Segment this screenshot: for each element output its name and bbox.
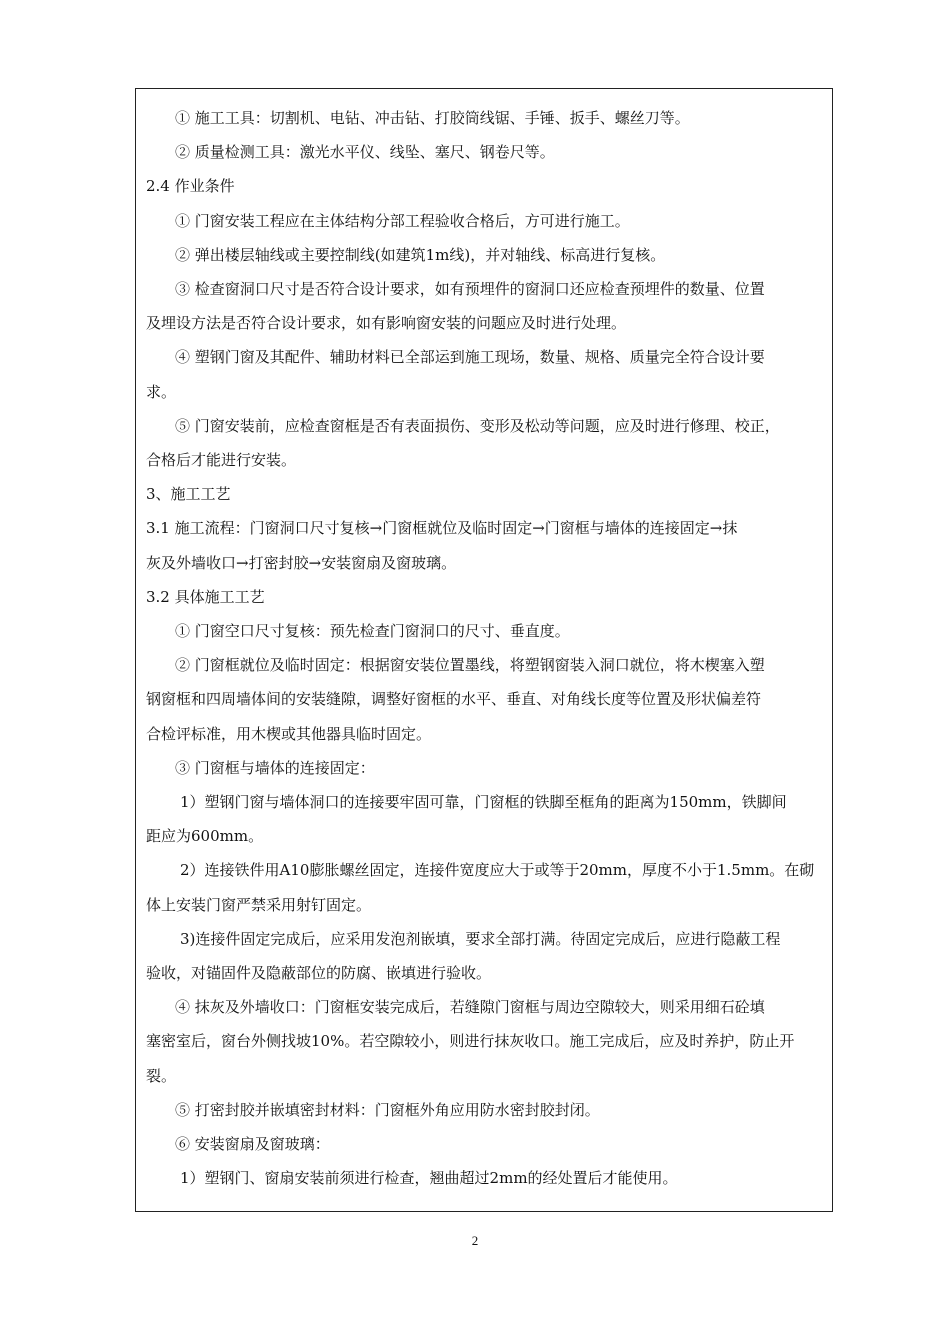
text-line: 裂。 [146,1066,177,1085]
document-table-frame [135,88,833,1212]
text-line: ③ 门窗框与墙体的连接固定： [175,758,375,777]
text-line: 灰及外墙收口→打密封胶→安装窗扇及窗玻璃。 [146,553,457,572]
text-line: 1）塑钢门窗与墙体洞口的连接要牢固可靠，门窗框的铁脚至框角的距离为150mm，铁脚间 [180,793,787,812]
text-line: 3、施工工艺 [146,485,231,504]
text-line: ⑥ 安装窗扇及窗玻璃： [175,1135,330,1154]
text-line: 距应为600mm。 [146,827,264,846]
text-line: 塞密室后，窗台外侧找坡10%。若空隙较小，则进行抹灰收口。施工完成后，应及时养护，防止开 [146,1032,795,1051]
text-line: 3)连接件固定完成后，应采用发泡剂嵌填，要求全部打满。待固定完成后，应进行隐蔽工程 [180,929,781,948]
text-line: 2）连接铁件用A10膨胀螺丝固定，连接件宽度应大于或等于20mm，厚度不小于1.5mm。在砌 [180,861,815,880]
text-line: ① 施工工具：切割机、电钻、冲击钻、打胶筒线锯、手锤、扳手、螺丝刀等。 [175,109,690,127]
document-body [146,101,822,1196]
text-line: ③ 检查窗洞口尺寸是否符合设计要求，如有预埋件的窗洞口还应检查预埋件的数量、位置 [175,280,765,299]
text-line: ② 弹出楼层轴线或主要控制线(如建筑1m线)，并对轴线、标高进行复核。 [175,245,666,264]
text-line: 2.4 作业条件 [146,177,235,196]
text-line: ① 门窗安装工程应在主体结构分部工程验收合格后，方可进行施工。 [175,211,630,230]
text-line: 3.1 施工流程：门窗洞口尺寸复核→门窗框就位及临时固定→门窗框与墙体的连接固定→抹 [146,519,738,538]
text-line: ① 门窗空口尺寸复核：预先检查门窗洞口的尺寸、垂直度。 [175,622,570,641]
text-line: 体上安装门窗严禁采用射钉固定。 [146,895,372,914]
text-line: ④ 塑钢门窗及其配件、辅助材料已全部运到施工现场，数量、规格、质量完全符合设计要 [175,348,765,367]
text-line: 1）塑钢门、窗扇安装前须进行检查，翘曲超过2mm的经处置后才能使用。 [180,1169,678,1188]
text-line: ⑤ 打密封胶并嵌填密封材料：门窗框外角应用防水密封胶封闭。 [175,1100,600,1119]
text-line: 钢窗框和四周墙体间的安装缝隙，调整好窗框的水平、垂直、对角线长度等位置及形状偏差符 [146,690,762,709]
page-number: 2 [471,1233,479,1248]
text-line: ② 门窗框就位及临时固定：根据窗安装位置墨线，将塑钢窗装入洞口就位，将木楔塞入塑 [175,656,765,675]
text-line: ② 质量检测工具：激光水平仪、线坠、塞尺、钢卷尺等。 [175,143,555,162]
text-line: ⑤ 门窗安装前，应检查窗框是否有表面损伤、变形及松动等问题，应及时进行修理、校正， [175,416,780,435]
text-line: 及埋设方法是否符合设计要求，如有影响窗安装的问题应及时进行处理。 [146,314,627,333]
text-line: 3.2 具体施工工艺 [146,587,265,606]
text-line: 合检评标准，用木楔或其他器具临时固定。 [146,724,432,743]
text-line: 验收，对锚固件及隐蔽部位的防腐、嵌填进行验收。 [146,964,492,983]
text-line: ④ 抹灰及外墙收口：门窗框安装完成后，若缝隙门窗框与周边空隙较大，则采用细石砼填 [175,998,765,1017]
text-line: 求。 [146,382,177,401]
text-line: 合格后才能进行安装。 [146,451,297,470]
